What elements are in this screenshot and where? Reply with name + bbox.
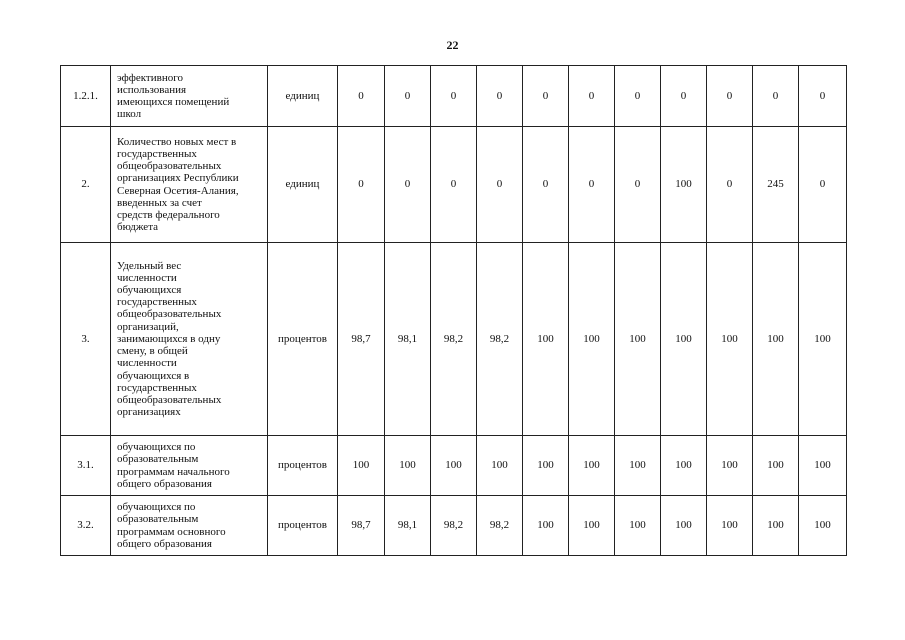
unit-cell: процентов	[268, 496, 338, 556]
description-line: государственных	[117, 147, 197, 160]
row-index: 3.	[61, 243, 111, 436]
description-line: общеобразовательных	[117, 393, 222, 406]
value-cell: 100	[799, 243, 847, 436]
value-cell: 100	[753, 496, 799, 556]
value-cell: 98,2	[431, 496, 477, 556]
description-line: школ	[117, 108, 142, 121]
value-cell: 100	[523, 436, 569, 496]
value-cell: 100	[431, 436, 477, 496]
value-cell: 0	[707, 127, 753, 243]
value-cell: 0	[615, 66, 661, 127]
description-line: обучающихся в	[117, 369, 190, 382]
description-line: государственных	[117, 381, 197, 394]
indicator-description	[111, 243, 268, 436]
description-line: использования	[117, 83, 187, 96]
value-cell: 98,2	[477, 496, 523, 556]
value-cell: 100	[385, 436, 431, 496]
table-body	[61, 66, 847, 556]
value-cell: 98,7	[338, 496, 385, 556]
value-cell: 0	[338, 66, 385, 127]
value-cell: 0	[707, 66, 753, 127]
description-line: имеющихся помещений	[117, 96, 230, 108]
description-line: численности	[117, 271, 177, 284]
value-cell: 0	[477, 66, 523, 127]
value-cell: 245	[753, 127, 799, 243]
value-cell: 100	[477, 436, 523, 496]
description-line: общеобразовательных	[117, 160, 222, 173]
description-line: обучающихся	[117, 284, 182, 297]
value-cell: 0	[385, 66, 431, 127]
row-index: 3.2.	[61, 496, 111, 556]
value-cell: 100	[753, 243, 799, 436]
value-cell: 0	[615, 127, 661, 243]
page-number: 22	[446, 38, 459, 52]
row-index: 1.2.1.	[61, 66, 111, 127]
value-cell: 100	[523, 243, 569, 436]
description-line: организаций,	[117, 320, 179, 333]
value-cell: 0	[799, 66, 847, 127]
value-cell: 100	[338, 436, 385, 496]
indicator-description	[111, 436, 268, 496]
unit-cell: процентов	[268, 436, 338, 496]
indicator-description	[111, 496, 268, 556]
value-cell: 100	[569, 436, 615, 496]
value-cell: 0	[385, 127, 431, 243]
value-cell: 100	[707, 436, 753, 496]
unit-cell: единиц	[268, 66, 338, 127]
row-index: 2.	[61, 127, 111, 243]
value-cell: 100	[707, 496, 753, 556]
row-index: 3.1.	[61, 436, 111, 496]
table-row	[61, 496, 847, 556]
value-cell: 100	[753, 436, 799, 496]
table-row	[61, 66, 847, 127]
table-row	[61, 243, 847, 436]
description-line: Удельный вес	[117, 259, 182, 272]
description-line: Северная Осетия-Алания,	[117, 184, 239, 197]
description-line: занимающихся в одну	[117, 332, 221, 345]
description-line: Количество новых мест в	[117, 135, 237, 148]
value-cell: 0	[431, 127, 477, 243]
value-cell: 98,1	[385, 496, 431, 556]
description-line: обучающихся по	[117, 501, 196, 514]
description-line: образовательным	[117, 453, 199, 466]
value-cell: 100	[569, 243, 615, 436]
value-cell: 100	[661, 436, 707, 496]
description-line: общеобразовательных	[117, 308, 222, 321]
value-cell: 100	[661, 243, 707, 436]
unit-cell: процентов	[268, 243, 338, 436]
description-line: организациях	[117, 406, 181, 419]
value-cell: 0	[753, 66, 799, 127]
value-cell: 100	[661, 127, 707, 243]
description-line: численности	[117, 357, 177, 370]
indicator-table	[60, 65, 847, 556]
description-line: эффективного	[117, 71, 183, 84]
value-cell: 100	[569, 496, 615, 556]
description-line: образовательным	[117, 513, 199, 526]
value-cell: 0	[477, 127, 523, 243]
value-cell: 0	[431, 66, 477, 127]
value-cell: 98,7	[338, 243, 385, 436]
value-cell: 0	[338, 127, 385, 243]
indicator-description	[111, 127, 268, 243]
description-line: общего образования	[117, 477, 212, 490]
description-line: программам начального	[117, 465, 230, 478]
description-line: общего образования	[117, 537, 212, 550]
value-cell: 100	[523, 496, 569, 556]
description-line: государственных	[117, 296, 197, 309]
indicator-description	[111, 66, 268, 127]
value-cell: 100	[615, 496, 661, 556]
value-cell: 100	[615, 436, 661, 496]
description-line: бюджета	[117, 221, 159, 234]
table-row	[61, 127, 847, 243]
description-line: обучающихся по	[117, 441, 196, 454]
description-line: программам основного	[117, 525, 226, 538]
value-cell: 0	[569, 127, 615, 243]
value-cell: 100	[707, 243, 753, 436]
value-cell: 98,1	[385, 243, 431, 436]
description-line: введенных за счет	[117, 196, 202, 209]
value-cell: 100	[799, 496, 847, 556]
value-cell: 100	[615, 243, 661, 436]
value-cell: 0	[661, 66, 707, 127]
value-cell: 0	[523, 66, 569, 127]
value-cell: 100	[661, 496, 707, 556]
value-cell: 0	[569, 66, 615, 127]
unit-cell: единиц	[268, 127, 338, 243]
value-cell: 0	[523, 127, 569, 243]
description-line: организациях Республики	[117, 172, 239, 185]
value-cell: 0	[799, 127, 847, 243]
value-cell: 98,2	[477, 243, 523, 436]
description-line: средств федерального	[117, 208, 220, 221]
value-cell: 98,2	[431, 243, 477, 436]
table-row	[61, 436, 847, 496]
description-line: смену, в общей	[117, 345, 188, 358]
value-cell: 100	[799, 436, 847, 496]
